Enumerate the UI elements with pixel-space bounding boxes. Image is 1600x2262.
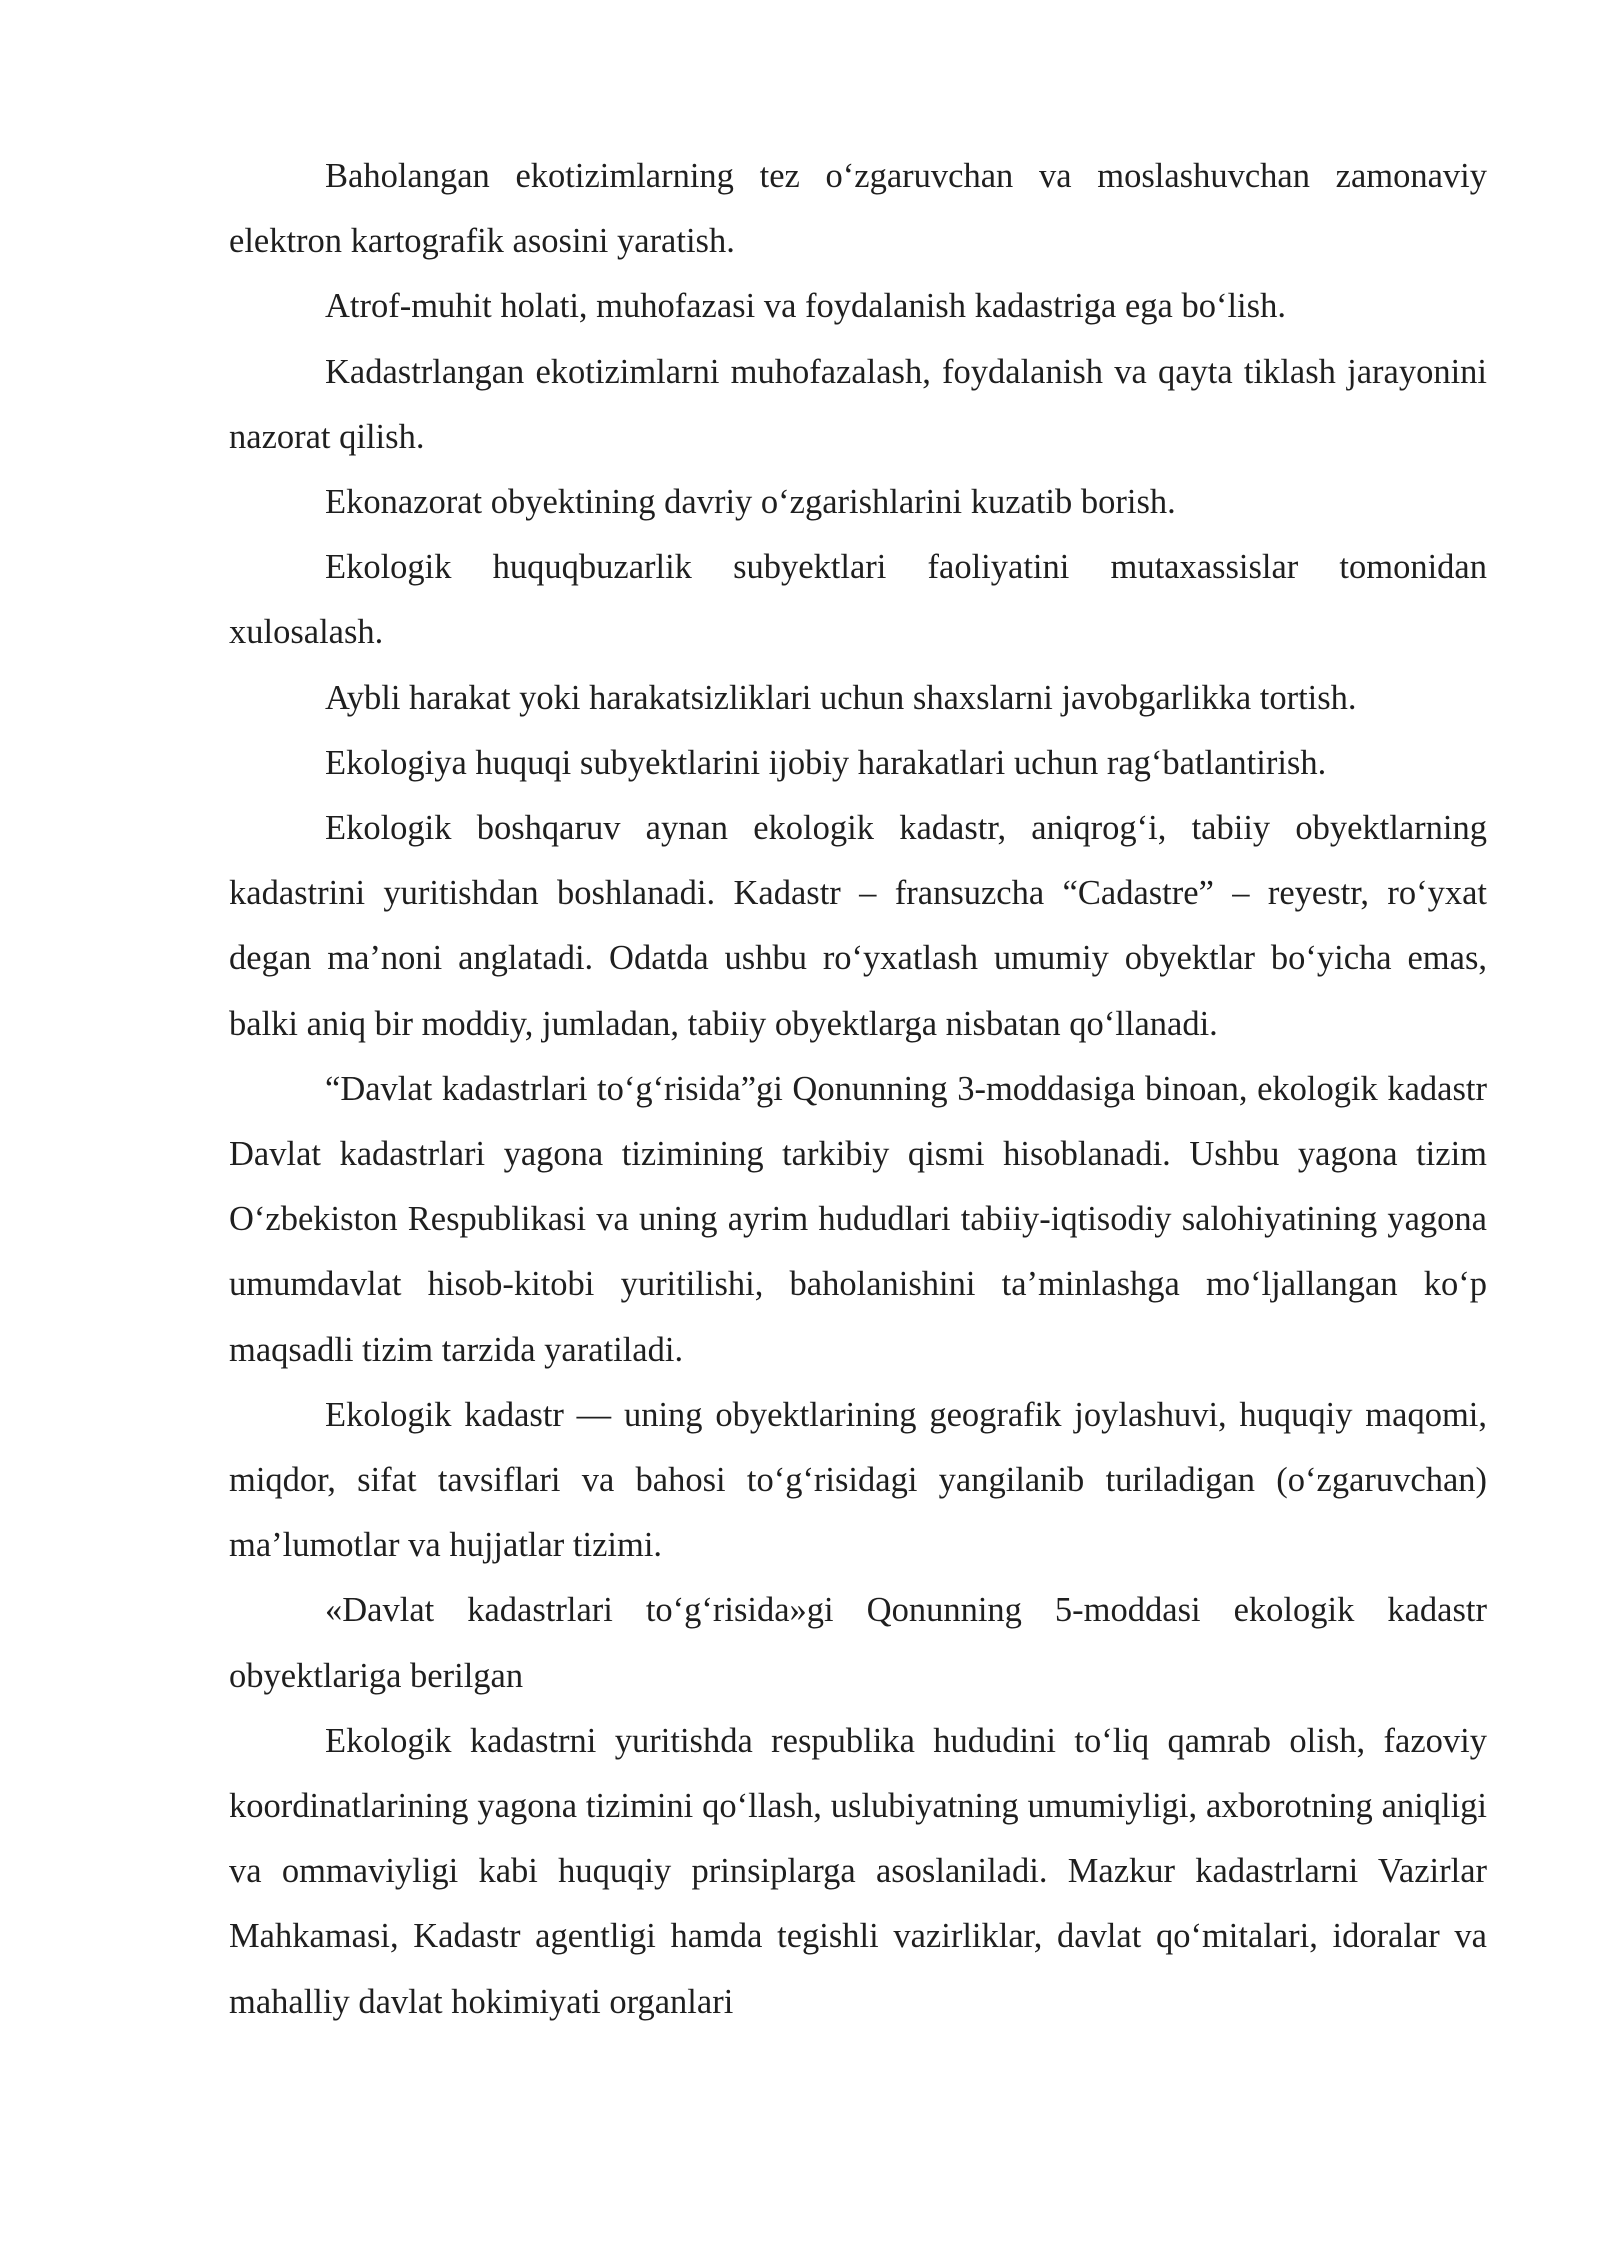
paragraph-8: Ekologik boshqaruv aynan ekologik kadastr, aniqrog‘i, tabiiy obyektlarning kadastrini yuritishdan boshlanadi. Kadastr – fransuzcha “Cadastre” – reyestr, ro‘yxat degan ma’noni anglatadi. Odatda ushbu ro‘yxatlash umumiy obyektlar bo‘yicha emas, balki aniq bir moddiy, jumladan, tabiiy obyektlarga nisbatan qo‘llanadi. <box>229 809 1487 1043</box>
paragraph-4: Ekonazorat obyektining davriy o‘zgarishlarini kuzatib borish. <box>325 483 1176 522</box>
paragraph-2: Atrof-muhit holati, muhofazasi va foydalanish kadastriga ega bo‘lish. <box>325 287 1286 326</box>
paragraph-6: Aybli harakat yoki harakatsizliklari uchun shaxslarni javobgarlikka tortish. <box>325 678 1357 717</box>
paragraph-9: “Davlat kadastrlari to‘g‘risida”gi Qonunning 3-moddasiga binoan, ekologik kadastr Davlat kadastrlari yagona tizimining tarkibiy qismi hisoblanadi. Ushbu yagona tizim O‘zbekiston Respublikasi va uning ayrim hududlari tabiiy-iqtisodiy salohiyatining yagona umumdavlat hisob-kitobi yuritilishi, baholanishini ta’minlashga mo‘ljallangan ko‘p maqsadli tizim tarzida yaratiladi. <box>229 1069 1487 1369</box>
paragraph-1: Baholangan ekotizimlarning tez o‘zgaruvchan va moslashuvchan zamonaviy elektron kartografik asosini yaratish. <box>229 157 1487 261</box>
document-body <box>229 144 1487 2035</box>
paragraph-5: Ekologik huquqbuzarlik subyektlari faoliyatini mutaxassislar tomonidan xulosalash. <box>229 548 1487 652</box>
paragraph-10: Ekologik kadastr — uning obyektlarining geografik joylashuvi, huquqiy maqomi, miqdor, sifat tavsiflari va bahosi to‘g‘risidagi yangilanib turiladigan (o‘zgaruvchan) ma’lumotlar va hujjatlar tizimi. <box>229 1395 1487 1565</box>
paragraph-7: Ekologiya huquqi subyektlarini ijobiy harakatlari uchun rag‘batlantirish. <box>325 743 1327 782</box>
paragraph-11: «Davlat kadastrlari to‘g‘risida»gi Qonunning 5-moddasi ekologik kadastr obyektlariga berilgan <box>229 1591 1487 1695</box>
paragraph-3: Kadastrlangan ekotizimlarni muhofazalash, foydalanish va qayta tiklash jarayonini nazorat qilish. <box>229 352 1487 456</box>
paragraph-12: Ekologik kadastrni yuritishda respublika hududini to‘liq qamrab olish, fazoviy koordinatlarining yagona tizimini qo‘llash, uslubiyatning umumiyligi, axborotning aniqligi va ommaviyligi kabi huquqiy prinsiplarga asoslaniladi. Mazkur kadastrlarni Vazirlar Mahkamasi, Kadastr agentligi hamda tegishli vazirliklar, davlat qo‘mitalari, idoralar va mahalliy davlat hokimiyati organlari <box>229 1721 1487 2021</box>
